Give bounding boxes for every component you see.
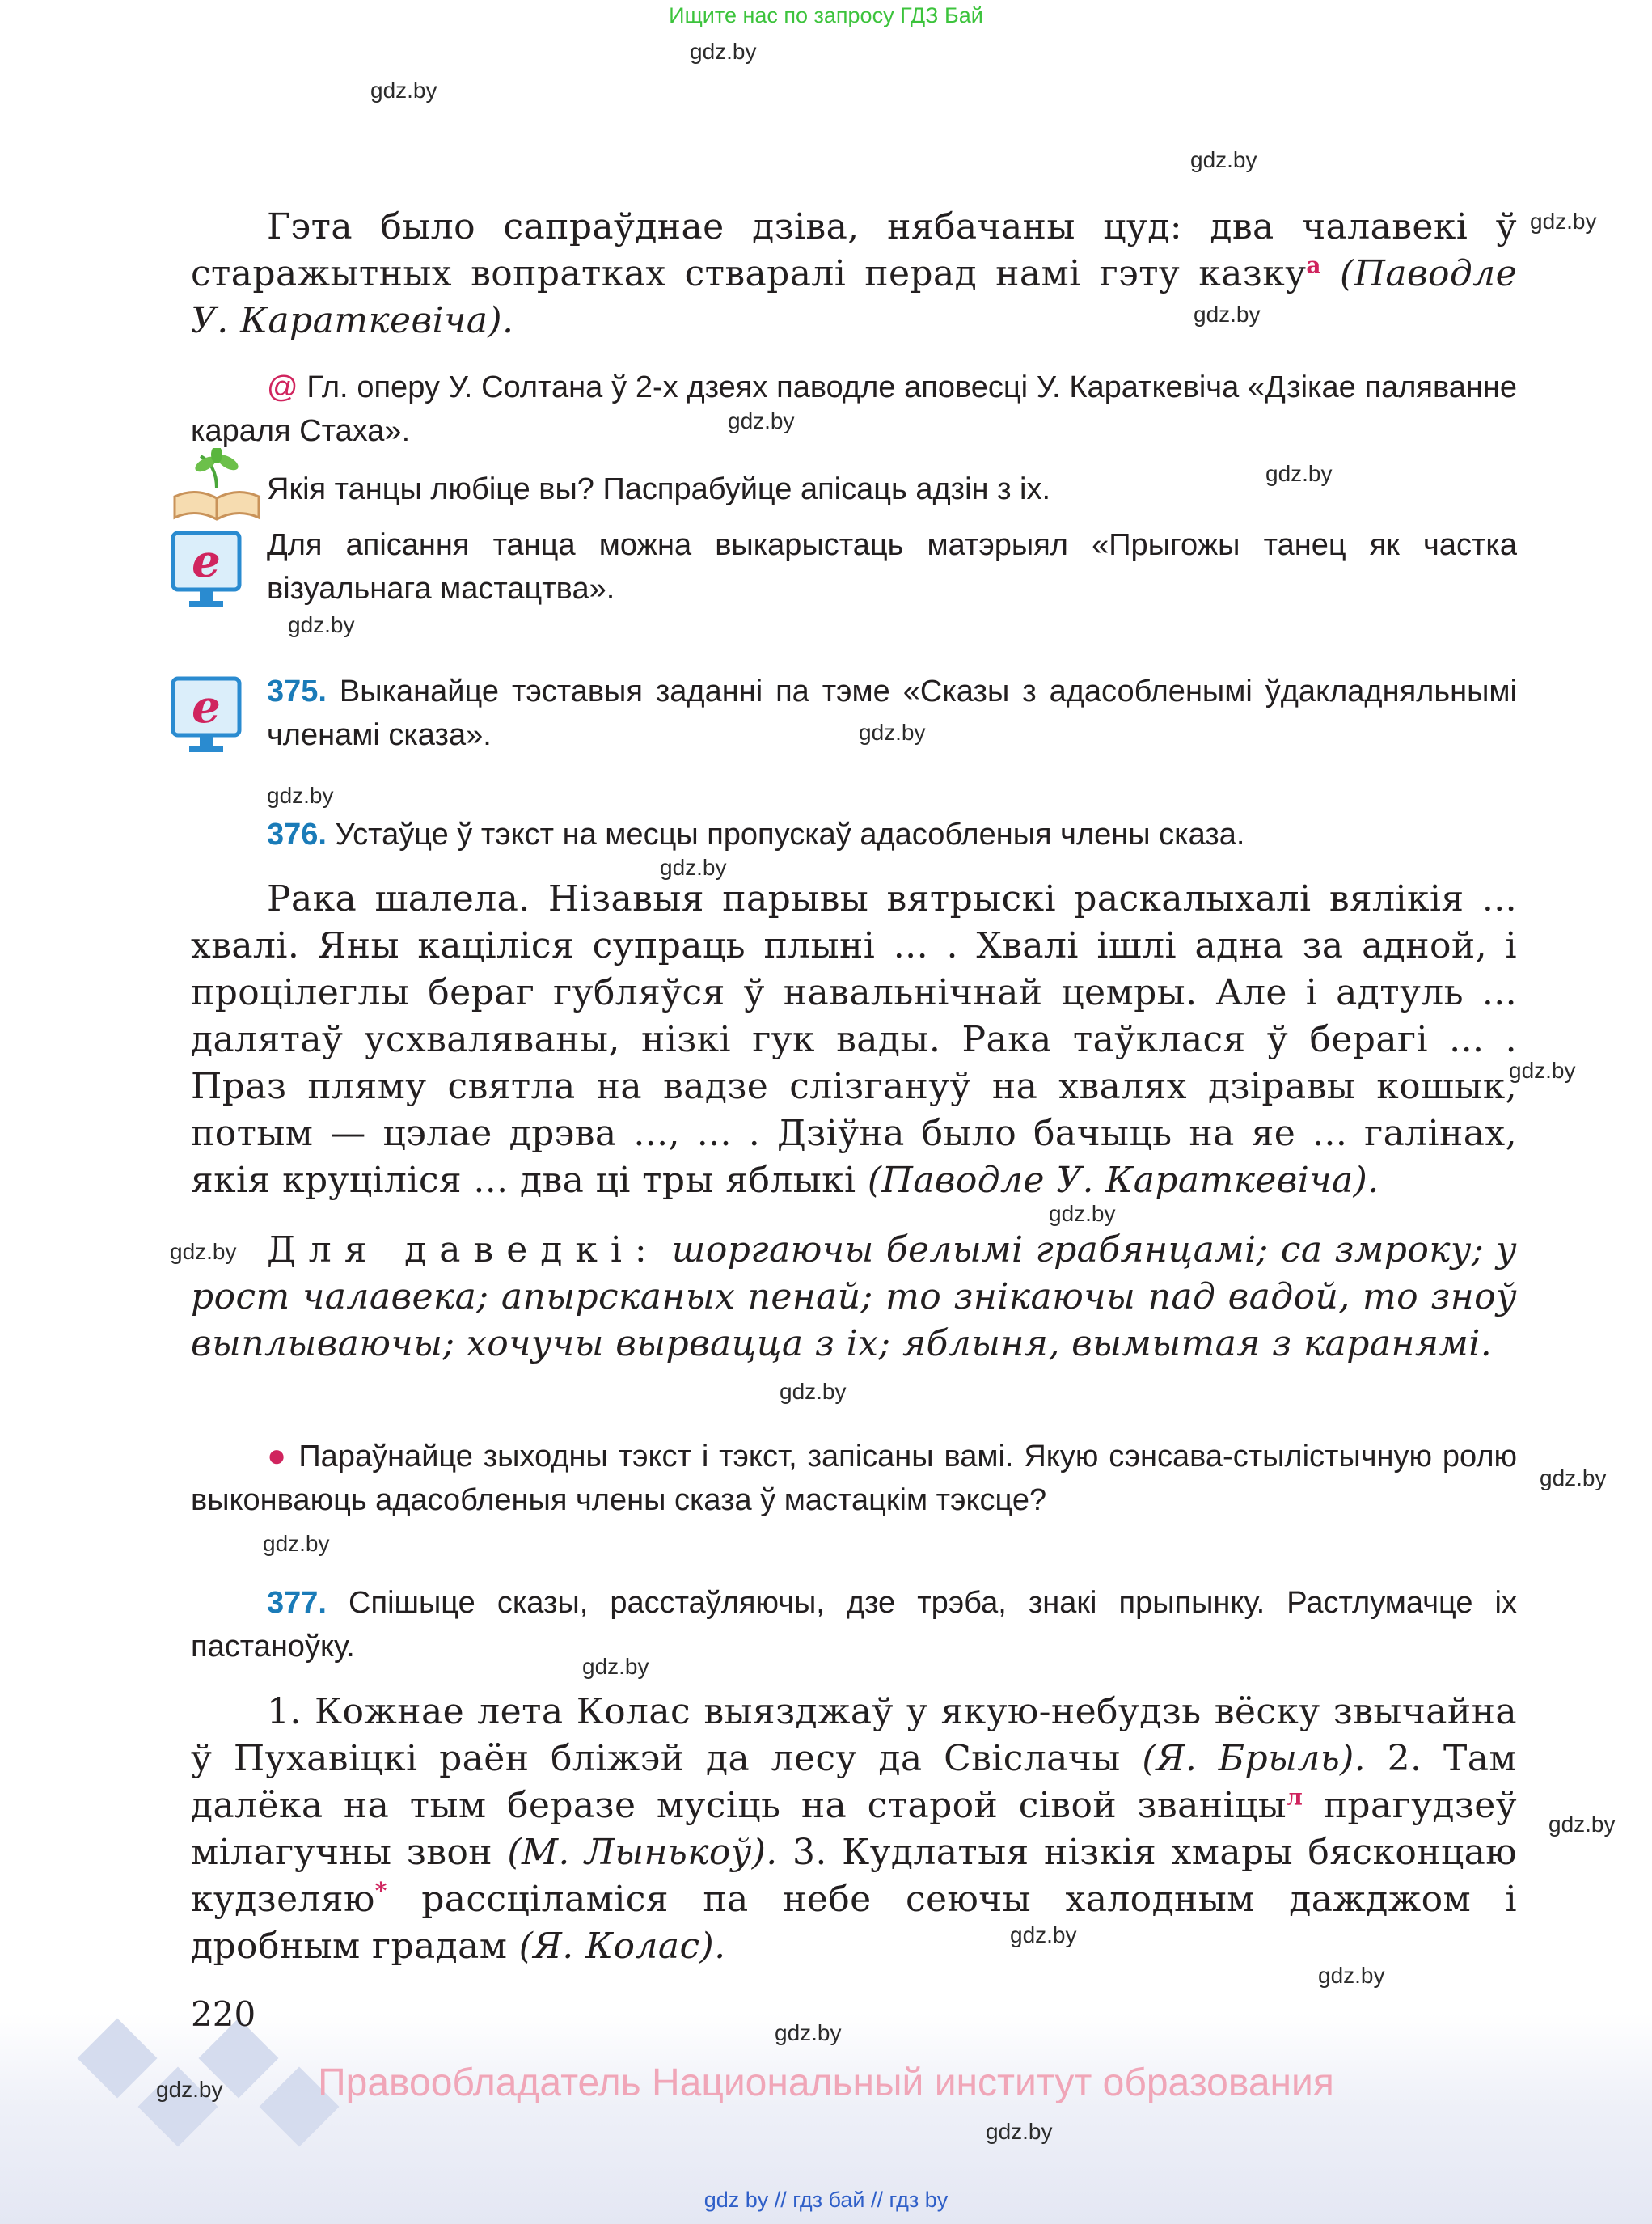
sentence-1: 1. Кожнае лета Колас выязджаў у якую-небудзь вёску звычайна ў Пухавіцкі раён бліжэй да лесу да Свіслачы bbox=[191, 1691, 1517, 1779]
book-sprout-icon bbox=[170, 448, 264, 522]
exercise-375-number: 375. bbox=[267, 674, 327, 708]
exercise-375 bbox=[267, 670, 1517, 757]
exercise-377-text: Спішыце сказы, расстаўляючы, дзе трэба, знакі прыпынку. Растлумачце іх пастаноўку. bbox=[191, 1586, 1517, 1664]
sentence-3a: 3. Кудлатыя нізкія хмары бясконцаю кудзеляю bbox=[191, 1832, 1518, 1920]
watermark: gdz.by bbox=[1318, 1963, 1385, 1988]
watermark: gdz.by bbox=[170, 1239, 237, 1264]
asterisk-marker: * bbox=[374, 1877, 387, 1905]
gloss-marker: л bbox=[1287, 1783, 1303, 1811]
sentence-2-source: (М. Лынькоў). bbox=[507, 1832, 778, 1873]
bullet-icon: ● bbox=[267, 1438, 289, 1474]
watermark: gdz.by bbox=[1194, 302, 1261, 327]
sentence-3b: рассціламіся па небе сеючы халодным дажджом і дробным градам bbox=[191, 1879, 1517, 1967]
exercise-376-text: Устаўце ў тэкст на месцы пропускаў адасобленыя члены сказа. bbox=[335, 818, 1245, 852]
sentence-2a: 2. Там далёка на тым беразе мусіць на старой сівой званіцы bbox=[191, 1738, 1518, 1826]
watermark: gdz.by bbox=[1265, 461, 1333, 486]
watermark: gdz.by bbox=[582, 1654, 649, 1679]
watermark: gdz.by bbox=[1049, 1201, 1116, 1226]
top-search-banner[interactable]: Ищите нас по запросу ГДЗ Бай bbox=[669, 3, 983, 27]
reference-text: шоргаючы белымі грабянцамі; са змроку; у рост чалавека; апырсканых пенай; то знікаючы пад вадой, то зноў выплываючы; хочучы вырвацца з іх; яблыня, вымытая з каранямі. bbox=[191, 1229, 1517, 1364]
svg-text:e: e bbox=[192, 535, 221, 588]
watermark: gdz.by bbox=[1548, 1812, 1616, 1837]
watermark: gdz.by bbox=[780, 1379, 847, 1404]
watermark: gdz.by bbox=[660, 855, 727, 880]
watermark: gdz.by bbox=[1530, 209, 1597, 234]
at-icon: @ bbox=[267, 370, 298, 404]
exercise-376-number: 376. bbox=[267, 818, 327, 852]
exercise-375-text: Выканайце тэставыя заданні па тэме «Сказы з адасобленымі ўдакладняльнымі членамі сказа». bbox=[267, 674, 1517, 752]
exercise-377-sentences bbox=[191, 1689, 1517, 1970]
footer-links[interactable]: gdz by // гдз бай // гдз by bbox=[703, 2188, 949, 2212]
svg-text:e: e bbox=[192, 680, 221, 734]
sentence-2b: прагудзеў мілагучны звон bbox=[191, 1785, 1517, 1873]
compare-task-text: Параўнайце зыходны тэкст і тэкст, запісаны вамі. Якую сэнсава-стылістычную ролю выконваюць адасобленыя члены сказа ў мастацкім тэксце? bbox=[191, 1440, 1518, 1517]
watermark: gdz.by bbox=[775, 2020, 842, 2045]
watermark: gdz.by bbox=[859, 720, 926, 745]
exercise-377-number: 377. bbox=[267, 1586, 327, 1620]
passage-source: (Паводле У. Караткевіча). bbox=[867, 1160, 1379, 1201]
exercise-376 bbox=[267, 813, 1517, 856]
passage-text: Рака шалела. Нізавыя парывы вятрыскі раскалыхалі вялікія ... хвалі. Яны каціліся супраць плыні ... . Хвалі ішлі адна за адной, і процілеглы бераг губляўся ў навальнічнай цемры. Але і адтуль ... далятаў усхваляваны, нізкі гук вады. Рака таўклася ў берагі ... . Праз пляму святла на вадзе слізгануў на хвалях дзіравы кошык, потым — цэлае дрэва ..., ... . Дзіўна было бачыць на яе ... галінах, якія круціліся ... два ці тры яблыкі bbox=[191, 878, 1517, 1201]
watermark: gdz.by bbox=[1509, 1058, 1576, 1083]
dance-task: Якія танцы любіце вы? Паспрабуйце апісаць адзін з іх. bbox=[267, 472, 1051, 506]
rights-holder: Правообладатель Национальный институт образования bbox=[318, 2061, 1334, 2104]
exercise-377 bbox=[191, 1581, 1517, 1668]
watermark: gdz.by bbox=[1190, 147, 1257, 172]
opera-note bbox=[191, 366, 1517, 453]
reference-block bbox=[191, 1227, 1517, 1368]
watermark: gdz.by bbox=[267, 783, 334, 808]
watermark: gdz.by bbox=[370, 78, 437, 103]
gloss-marker: а bbox=[1306, 252, 1321, 279]
e-resource-icon[interactable] bbox=[170, 675, 243, 756]
watermark: gdz.by bbox=[690, 39, 757, 64]
watermark: gdz.by bbox=[1540, 1465, 1607, 1490]
watermark: gdz.by bbox=[263, 1531, 330, 1556]
exercise-376-passage bbox=[191, 876, 1517, 1204]
watermark: gdz.by bbox=[156, 2077, 223, 2102]
sentence-3-source: (Я. Колас). bbox=[518, 1926, 726, 1967]
page-number: 220 bbox=[191, 1994, 256, 2034]
watermark: gdz.by bbox=[288, 612, 355, 637]
opera-note-text: Гл. оперу У. Солтана ў 2-х дзеях паводле аповесці У. Караткевіча «Дзікае паляванне караля Стаха». bbox=[191, 370, 1517, 448]
e-resource-icon[interactable] bbox=[170, 530, 243, 611]
reference-label: Для даведкі: bbox=[267, 1229, 660, 1271]
intro-paragraph bbox=[191, 204, 1517, 345]
watermark: gdz.by bbox=[728, 408, 795, 433]
dance-hint: Для апісання танца можна выкарыстаць матэрыял «Прыгожы танец як частка візуальнага мастацтва». bbox=[267, 528, 1517, 606]
intro-source: (Паводле У. Караткевіча). bbox=[191, 253, 1518, 341]
compare-task bbox=[191, 1434, 1517, 1522]
watermark: gdz.by bbox=[1010, 1922, 1077, 1947]
watermark: gdz.by bbox=[986, 2119, 1053, 2144]
intro-text: Гэта было сапраўднае дзіва, нябачаны цуд: два чалавекі ў старажытных вопратках стваралі перад намі гэту казку bbox=[191, 206, 1517, 294]
sentence-1-source: (Я. Брыль). bbox=[1142, 1738, 1367, 1779]
